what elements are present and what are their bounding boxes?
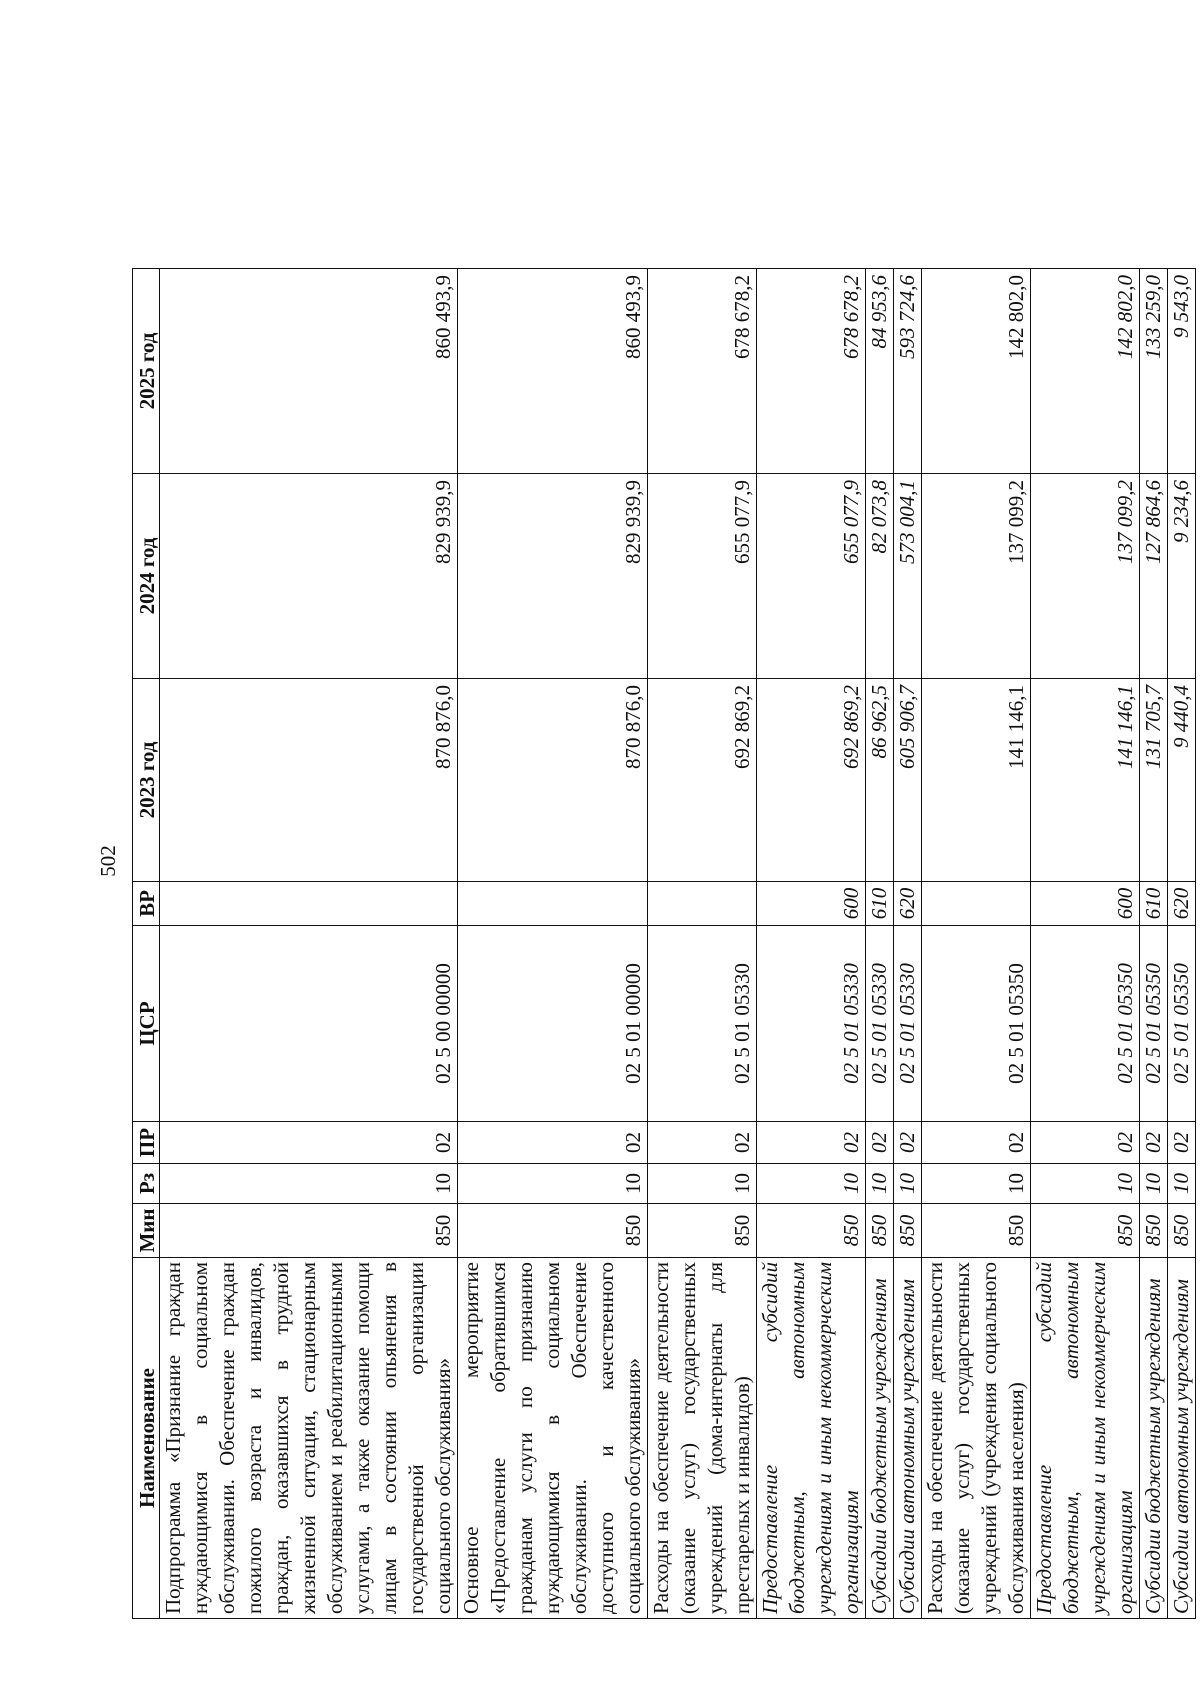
row-name: Подпрограмма «Признание граждан нуждающимися в социальном обслуживании. Обеспечение граждан пожилого возраста и инвалидов, граждан, оказавшихся в трудной жизненной ситуации, стационарным обслуживанием и реабилитационными услугами, а также оказание помощи лицам в состоянии опьянения в государственной организации социального обслуживания» — [160, 1258, 458, 1619]
page-number: 502 — [96, 845, 120, 877]
table-row — [894, 269, 922, 1619]
header-2025: 2025 год — [133, 269, 160, 474]
row-pr: 02 — [1031, 1122, 1140, 1164]
row-pr: 02 — [160, 1122, 458, 1164]
table-row — [1140, 269, 1168, 1619]
row-vr — [458, 882, 648, 926]
row-2024: 9 234,6 — [1168, 474, 1196, 679]
header-min: Мин — [133, 1204, 160, 1258]
row-vr: 600 — [1031, 882, 1140, 926]
row-vr: 610 — [866, 882, 894, 926]
row-2025: 860 493,9 — [458, 269, 648, 474]
row-2025: 9 543,0 — [1168, 269, 1196, 474]
header-pr: ПР — [133, 1122, 160, 1164]
row-2023: 131 705,7 — [1140, 679, 1168, 882]
row-2025: 678 678,2 — [648, 269, 757, 474]
row-name: Расходы на обеспечение деятельности (оказание услуг) государственных учреждений (учреждения социального обслуживания населения) — [922, 1258, 1031, 1619]
header-rz: Рз — [133, 1164, 160, 1204]
row-2025: 142 802,0 — [1031, 269, 1140, 474]
row-2024: 573 004,1 — [894, 474, 922, 679]
header-2024: 2024 год — [133, 474, 160, 679]
table-row — [648, 269, 757, 1619]
row-min: 850 — [648, 1204, 757, 1258]
row-name: Основное мероприятие «Предоставление обратившимся гражданам услуги по признанию нуждающимися в социальном обслуживании. Обеспечение доступного и качественного социального обслуживания» — [458, 1258, 648, 1619]
row-vr: 620 — [1168, 882, 1196, 926]
row-2024: 829 939,9 — [458, 474, 648, 679]
row-rz: 10 — [458, 1164, 648, 1204]
row-2023: 692 869,2 — [757, 679, 866, 882]
table-row — [1031, 269, 1140, 1619]
row-rz: 10 — [866, 1164, 894, 1204]
header-name: Наименование — [133, 1258, 160, 1619]
row-pr: 02 — [458, 1122, 648, 1164]
table-row — [922, 269, 1031, 1619]
row-rz: 10 — [894, 1164, 922, 1204]
row-2023: 605 906,7 — [894, 679, 922, 882]
row-2024: 655 077,9 — [648, 474, 757, 679]
row-2023: 870 876,0 — [160, 679, 458, 882]
table-row — [757, 269, 866, 1619]
row-2025: 84 953,6 — [866, 269, 894, 474]
table-row — [1168, 269, 1196, 1619]
row-2024: 655 077,9 — [757, 474, 866, 679]
row-rz: 10 — [1031, 1164, 1140, 1204]
row-csr: 02 5 01 05330 — [894, 926, 922, 1122]
row-pr: 02 — [1168, 1122, 1196, 1164]
row-2024: 82 073,8 — [866, 474, 894, 679]
row-min: 850 — [1168, 1204, 1196, 1258]
row-min: 850 — [458, 1204, 648, 1258]
table-row — [866, 269, 894, 1619]
row-rz: 10 — [648, 1164, 757, 1204]
row-rz: 10 — [1140, 1164, 1168, 1204]
row-vr: 620 — [894, 882, 922, 926]
row-rz: 10 — [922, 1164, 1031, 1204]
row-2023: 141 146,1 — [1031, 679, 1140, 882]
row-vr — [648, 882, 757, 926]
row-name: Субсидии бюджетным учреждениям — [1140, 1258, 1168, 1619]
row-2023: 9 440,4 — [1168, 679, 1196, 882]
row-min: 850 — [1140, 1204, 1168, 1258]
row-min: 850 — [1031, 1204, 1140, 1258]
row-pr: 02 — [894, 1122, 922, 1164]
row-vr — [922, 882, 1031, 926]
row-pr: 02 — [757, 1122, 866, 1164]
row-csr: 02 5 01 05350 — [1168, 926, 1196, 1122]
row-min: 850 — [894, 1204, 922, 1258]
row-min: 850 — [866, 1204, 894, 1258]
budget-table-rotated — [132, 269, 1193, 1619]
budget-table — [132, 268, 1196, 1619]
row-rz: 10 — [757, 1164, 866, 1204]
row-2024: 829 939,9 — [160, 474, 458, 679]
row-csr: 02 5 01 05350 — [1140, 926, 1168, 1122]
row-vr — [160, 882, 458, 926]
row-2024: 137 099,2 — [922, 474, 1031, 679]
row-name: Расходы на обеспечение деятельности (оказание услуг) государственных учреждений (дома-интернаты для престарелых и инвалидов) — [648, 1258, 757, 1619]
table-header-row — [133, 269, 160, 1619]
row-2025: 593 724,6 — [894, 269, 922, 474]
table-row — [458, 269, 648, 1619]
row-2023: 870 876,0 — [458, 679, 648, 882]
row-vr: 600 — [757, 882, 866, 926]
row-pr: 02 — [1140, 1122, 1168, 1164]
row-name: Предоставление субсидий бюджетным, автономным учреждениям и иным некоммерческим организациям — [1031, 1258, 1140, 1619]
row-name: Субсидии автономным учреждениям — [894, 1258, 922, 1619]
row-min: 850 — [160, 1204, 458, 1258]
row-csr: 02 5 01 05330 — [866, 926, 894, 1122]
row-2025: 142 802,0 — [922, 269, 1031, 474]
row-name: Предоставление субсидий бюджетным, автономным учреждениям и иным некоммерческим организациям — [757, 1258, 866, 1619]
row-csr: 02 5 00 00000 — [160, 926, 458, 1122]
row-pr: 02 — [866, 1122, 894, 1164]
row-csr: 02 5 01 05330 — [648, 926, 757, 1122]
header-csr: ЦСР — [133, 926, 160, 1122]
row-2024: 127 864,6 — [1140, 474, 1168, 679]
header-2023: 2023 год — [133, 679, 160, 882]
row-name: Субсидии автономным учреждениям — [1168, 1258, 1196, 1619]
row-2025: 860 493,9 — [160, 269, 458, 474]
row-pr: 02 — [922, 1122, 1031, 1164]
row-min: 850 — [922, 1204, 1031, 1258]
row-vr: 610 — [1140, 882, 1168, 926]
row-name: Субсидии бюджетным учреждениям — [866, 1258, 894, 1619]
row-2025: 133 259,0 — [1140, 269, 1168, 474]
row-2024: 137 099,2 — [1031, 474, 1140, 679]
table-row — [160, 269, 458, 1619]
row-csr: 02 5 01 05350 — [922, 926, 1031, 1122]
row-csr: 02 5 01 05350 — [1031, 926, 1140, 1122]
row-2023: 692 869,2 — [648, 679, 757, 882]
row-2023: 86 962,5 — [866, 679, 894, 882]
row-min: 850 — [757, 1204, 866, 1258]
row-csr: 02 5 01 05330 — [757, 926, 866, 1122]
row-rz: 10 — [1168, 1164, 1196, 1204]
row-csr: 02 5 01 00000 — [458, 926, 648, 1122]
row-pr: 02 — [648, 1122, 757, 1164]
header-vr: ВР — [133, 882, 160, 926]
row-2023: 141 146,1 — [922, 679, 1031, 882]
row-rz: 10 — [160, 1164, 458, 1204]
row-2025: 678 678,2 — [757, 269, 866, 474]
